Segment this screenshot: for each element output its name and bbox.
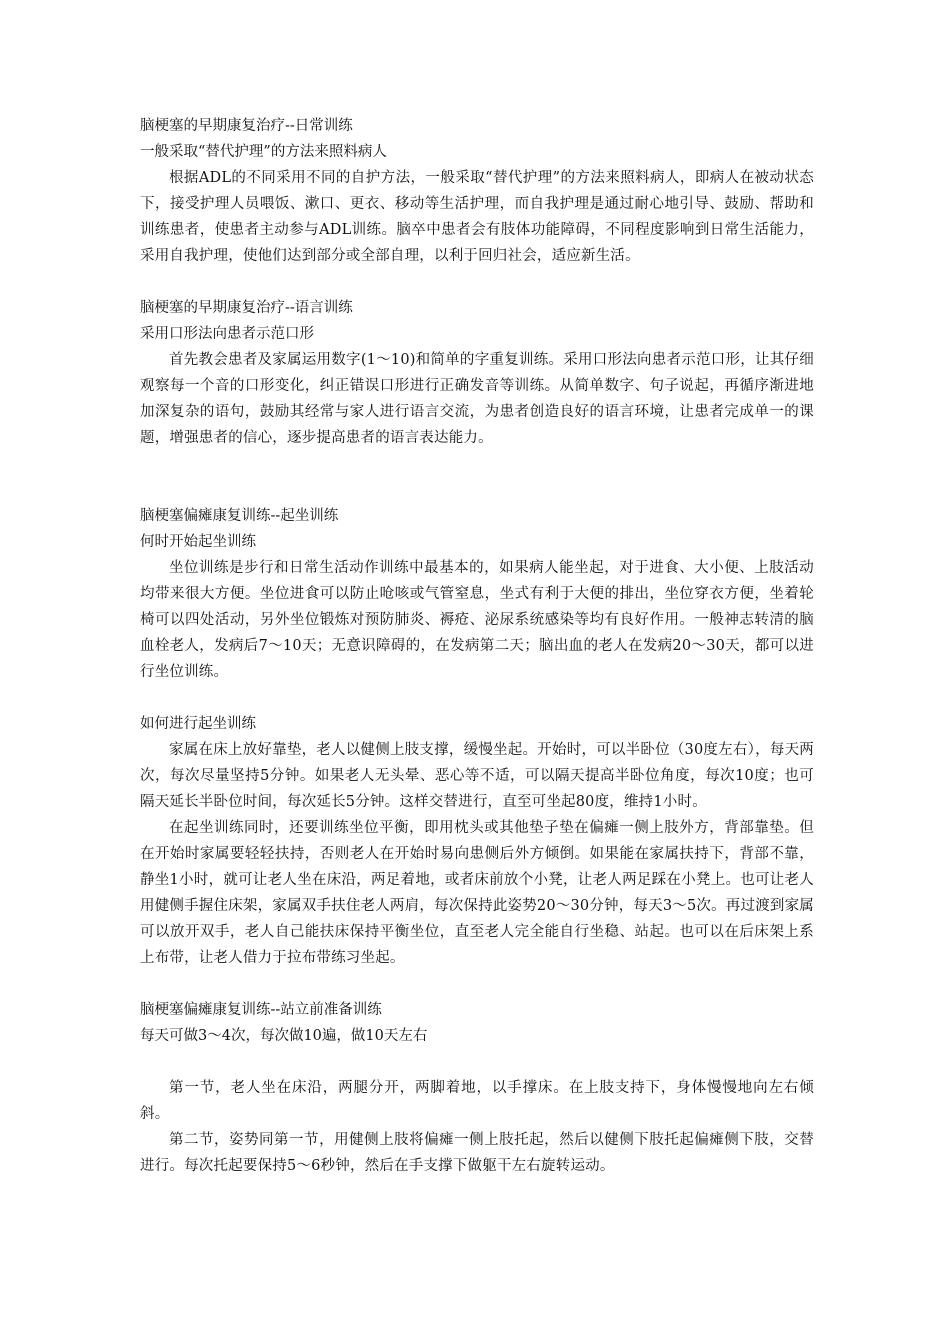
section-subtitle: 一般采取“替代护理”的方法来照料病人: [140, 144, 387, 160]
section-title: 脑梗塞的早期康复治疗--语言训练: [140, 300, 353, 316]
spacer: [140, 1049, 814, 1075]
spacer: [140, 451, 814, 503]
spacer: [140, 269, 814, 295]
section-title: 脑梗塞偏瘫康复训练--站立前准备训练: [140, 1002, 382, 1018]
section-subtitle: 何时开始起坐训练: [140, 534, 256, 550]
body-paragraph: 根据ADL的不同采用不同的自护方法，一般采取“替代护理”的方法来照料病人，即病人在被动状态下，接受护理人员喂饭、漱口、更衣、移动等生活护理，而自我护理是通过耐心地引导、鼓励、帮助和训练患者，使患者主动参与ADL训练。脑卒中患者会有肢体功能障碍，不同程度影响到日常生活能力，采用自我护理，使他们达到部分或全部自理，以利于回归社会，适应新生活。: [140, 170, 814, 264]
document-page: [140, 113, 814, 1179]
body-paragraph: 在起坐训练同时，还要训练坐位平衡，即用枕头或其他垫子垫在偏瘫一侧上肢外方，背部靠垫。但在开始时家属要轻轻扶持，否则老人在开始时易向患侧后外方倾倒。如果能在家属扶持下，背部不靠，静坐1小时，就可让老人坐在床沿，两足着地，或者床前放个小凳，让老人两足踩在小凳上。也可让老人用健侧手握住床架，家属双手扶住老人两肩，每次保持此姿势20～30分钟，每天3～5次。再过渡到家属可以放开双手，老人自己能扶床保持平衡坐位，直至老人完全能自行坐稳、站起。也可以在后床架上系上布带，让老人借力于拉布带练习坐起。: [140, 820, 814, 966]
section-sitting-training: [140, 503, 814, 685]
section-title: 如何进行起坐训练: [140, 716, 256, 732]
body-paragraph: 第一节，老人坐在床沿，两腿分开，两脚着地，以手撑床。在上肢支持下，身体慢慢地向左右倾斜。: [140, 1080, 814, 1122]
spacer: [140, 685, 814, 711]
section-how-to-sit: [140, 711, 814, 971]
body-paragraph: 首先教会患者及家属运用数字(1～10)和简单的字重复训练。采用口形法向患者示范口形，让其仔细观察每一个音的口形变化，纠正错误口形进行正确发音等训练。从简单数字、句子说起，再循序渐进地加深复杂的语句，鼓励其经常与家人进行语言交流，为患者创造良好的语言环境，让患者完成单一的课题，增强患者的信心，逐步提高患者的语言表达能力。: [140, 352, 814, 446]
spacer: [140, 971, 814, 997]
section-standing-prep: [140, 997, 814, 1179]
section-language-training: [140, 295, 814, 451]
section-title: 脑梗塞偏瘫康复训练--起坐训练: [140, 508, 339, 524]
section-subtitle: 每天可做3～4次，每次做10遍，做10天左右: [140, 1028, 428, 1044]
body-paragraph: 家属在床上放好靠垫，老人以健侧上肢支撑，缓慢坐起。开始时，可以半卧位（30度左右），每天两次，每次尽量坚持5分钟。如果老人无头晕、恶心等不适，可以隔天提高半卧位角度，每次10度；也可隔天延长半卧位时间，每次延长5分钟。这样交替进行，直至可坐起80度，维持1小时。: [140, 742, 814, 810]
section-title: 脑梗塞的早期康复治疗--日常训练: [140, 118, 353, 134]
body-paragraph: 第二节，姿势同第一节，用健侧上肢将偏瘫一侧上肢托起，然后以健侧下肢托起偏瘫侧下肢，交替进行。每次托起要保持5～6秒钟，然后在手支撑下做躯干左右旋转运动。: [140, 1132, 814, 1174]
body-paragraph: 坐位训练是步行和日常生活动作训练中最基本的，如果病人能坐起，对于进食、大小便、上肢活动均带来很大方便。坐位进食可以防止呛咳或气管窒息，坐式有利于大便的排出，坐位穿衣方便，坐着轮椅可以四处活动，另外坐位锻炼对预防肺炎、褥疮、泌尿系统感染等均有良好作用。一般神志转清的脑血栓老人，发病后7～10天；无意识障碍的，在发病第二天；脑出血的老人在发病20～30天，都可以进行坐位训练。: [140, 560, 814, 680]
section-subtitle: 采用口形法向患者示范口形: [140, 326, 314, 342]
section-daily-training: [140, 113, 814, 269]
